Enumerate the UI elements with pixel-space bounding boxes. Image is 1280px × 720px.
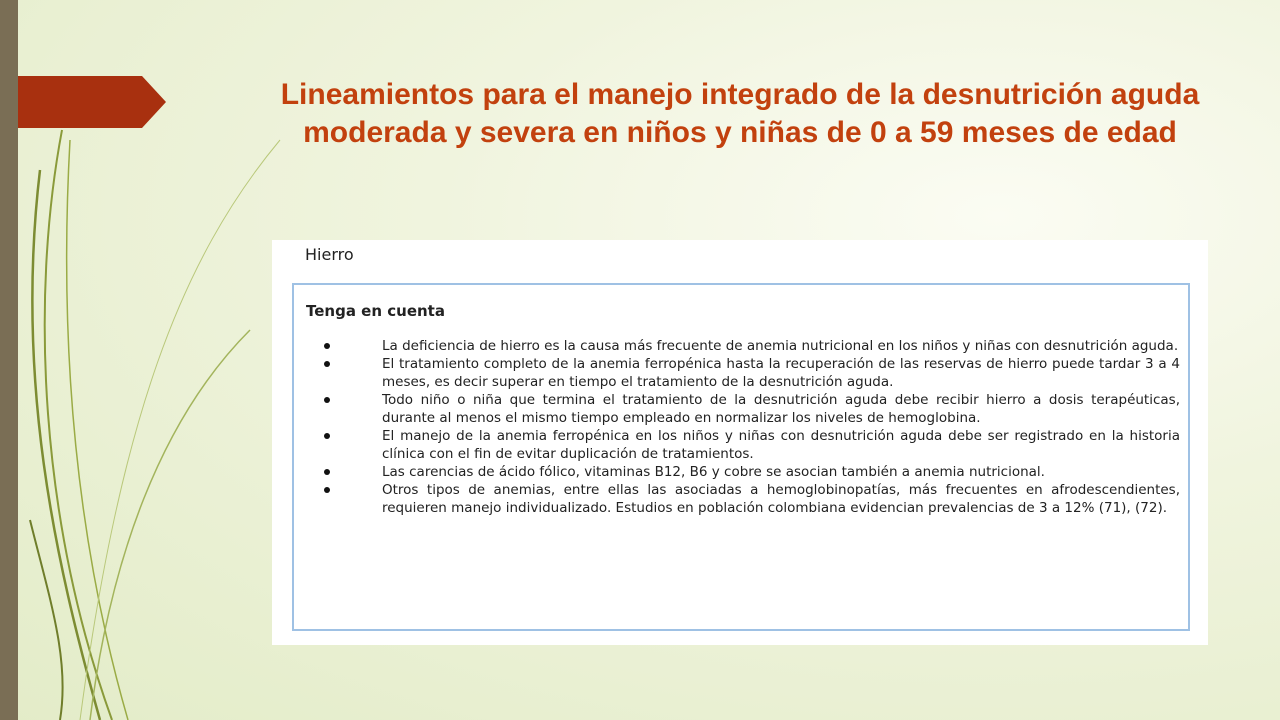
document-heading: Hierro — [305, 245, 354, 264]
note-box-heading: Tenga en cuenta — [306, 302, 445, 320]
list-item-text: El manejo de la anemia ferropénica en los niños y niñas con desnutrición aguda debe ser registrado en la historia clínica con el fin de evitar duplicación de tratamientos. — [382, 428, 1180, 462]
document-excerpt — [272, 240, 1208, 645]
bullet-icon — [324, 361, 330, 367]
bullet-list — [324, 337, 1180, 517]
list-item — [324, 391, 1180, 427]
bullet-icon — [324, 433, 330, 439]
list-item-text: Otros tipos de anemias, entre ellas las asociadas a hemoglobinopatías, más frecuentes en afrodescendientes, requieren manejo individualizado. Estudios en población colombiana evidencian prevalencias de 3 a 12% (71), (72). — [382, 482, 1180, 516]
list-item — [324, 481, 1180, 517]
slide-title: Lineamientos para el manejo integrado de la desnutrición aguda moderada y severa en niños y niñas de 0 a 59 meses de edad — [280, 78, 1200, 149]
list-item — [324, 463, 1180, 481]
list-item-text: La deficiencia de hierro es la causa más frecuente de anemia nutricional en los niños y niñas con desnutrición aguda. — [382, 338, 1179, 354]
list-item — [324, 355, 1180, 391]
bullet-icon — [324, 487, 330, 493]
title-arrow-tab — [18, 76, 166, 128]
list-item-text: Todo niño o niña que termina el tratamiento de la desnutrición aguda debe recibir hierro a dosis terapéuticas, durante al menos el mismo tiempo empleado en normalizar los niveles de hemoglobina. — [382, 392, 1180, 426]
list-item — [324, 427, 1180, 463]
list-item-text: El tratamiento completo de la anemia ferropénica hasta la recuperación de las reservas de hierro puede tardar 3 a 4 meses, es decir superar en tiempo el tratamiento de la desnutrición aguda. — [382, 356, 1180, 390]
bullet-icon — [324, 469, 330, 475]
list-item — [324, 337, 1180, 355]
list-item-text: Las carencias de ácido fólico, vitaminas B12, B6 y cobre se asocian también a anemia nutricional. — [382, 464, 1045, 480]
bullet-icon — [324, 343, 330, 349]
bullet-icon — [324, 397, 330, 403]
note-box — [292, 283, 1190, 631]
